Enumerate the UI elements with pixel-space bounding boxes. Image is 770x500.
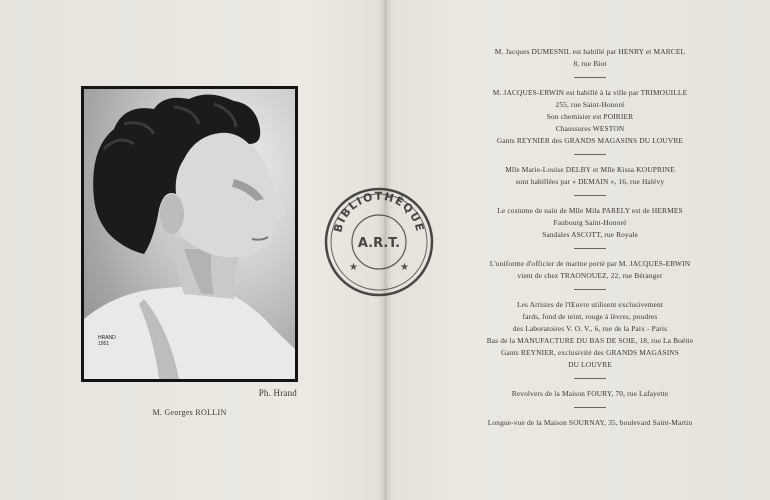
entry-separator <box>574 378 606 379</box>
credit-line: Sandales ASCOTT, rue Royale <box>542 230 638 239</box>
credit-line: M. Jacques DUMESNIL est habillé par HENRY et MARCEL <box>494 47 686 56</box>
credit-line: Bas de la MANUFACTURE DU BAS DE SOIE, 18, rue La Boëtie <box>486 336 694 345</box>
photo-caption: M. Georges ROLLIN <box>152 408 227 417</box>
credit-line: 255, rue Saint-Honoré <box>555 100 625 109</box>
photo-signature-name: HRAND <box>98 335 116 341</box>
stamp-center-text: A.R.T. <box>357 236 401 251</box>
credit-entry <box>430 417 750 429</box>
entry-separator <box>574 407 606 408</box>
credit-line: Son chemisier est POIRIER <box>546 112 634 121</box>
credit-line: Le costume de nain de Mlle Mila PARELY est de HERMES <box>497 206 683 215</box>
credit-line: 8, rue Biot <box>573 59 607 68</box>
credit-line: L'uniforme d'officier de marine porté par M. JACQUES-ERWIN <box>489 259 691 268</box>
stamp-ring-text: BIBLIOTHÈQUE <box>331 189 427 234</box>
right-page <box>388 0 770 500</box>
library-stamp <box>323 186 435 298</box>
photo-signature-year: 1951 <box>98 341 110 347</box>
credit-line: M. JACQUES-ERWIN est habillé à la ville par TRIMOUILLE <box>492 88 688 97</box>
credit-entry <box>430 258 750 282</box>
credit-line: Revolvers de la Maison FOURY, 70, rue Lafayette <box>511 389 669 398</box>
entry-separator <box>574 195 606 196</box>
photo-signature <box>98 335 116 347</box>
stamp-star-right-icon: ★ <box>400 262 409 273</box>
entry-separator <box>574 154 606 155</box>
credit-entry <box>430 205 750 241</box>
credit-line: Faubourg Saint-Honoré <box>553 218 627 227</box>
credit-entry <box>430 299 750 371</box>
entry-separator <box>574 289 606 290</box>
credit-line: Gants REYNIER, exclusivité des GRANDS MAGASINS <box>500 348 680 357</box>
credit-line: Chaussures WESTON <box>555 124 625 133</box>
credit-line: Les Artistes de l'Œuvre utilisent exclusivement <box>516 300 664 309</box>
credit-line: DU LOUVRE <box>568 360 612 369</box>
entry-separator <box>574 77 606 78</box>
portrait-photo <box>84 89 295 379</box>
entry-separator <box>574 248 606 249</box>
credit-line: fards, fond de teint, rouge à lèvres, poudres <box>522 312 658 321</box>
stamp-star-left-icon: ★ <box>349 262 358 273</box>
portrait-photo-frame <box>81 86 298 382</box>
credit-line: des Laboratoires V. O. V., 6, rue de la Paix - Paris <box>512 324 668 333</box>
credit-entry <box>430 164 750 188</box>
credit-entry <box>430 388 750 400</box>
credit-line: Longue-vue de la Maison SOURNAY, 35, boulevard Saint-Martin <box>487 418 693 427</box>
credit-line: sont habillées par « DEMAIN », 16, rue Halévy <box>515 177 665 186</box>
credit-entry <box>430 87 750 147</box>
credit-entry <box>430 46 750 70</box>
credit-line: vient de chez TRAONOUEZ, 22, rue Béranger <box>517 271 663 280</box>
credit-line: Mlle Marie-Louise DELBY et Mlle Kissa KOUPRINE <box>505 165 675 174</box>
credit-line: Gants REYNIER des GRANDS MAGASINS DU LOUVRE <box>496 136 684 145</box>
credits-list <box>430 46 750 429</box>
photo-credit: Ph. Hrand <box>258 388 297 398</box>
